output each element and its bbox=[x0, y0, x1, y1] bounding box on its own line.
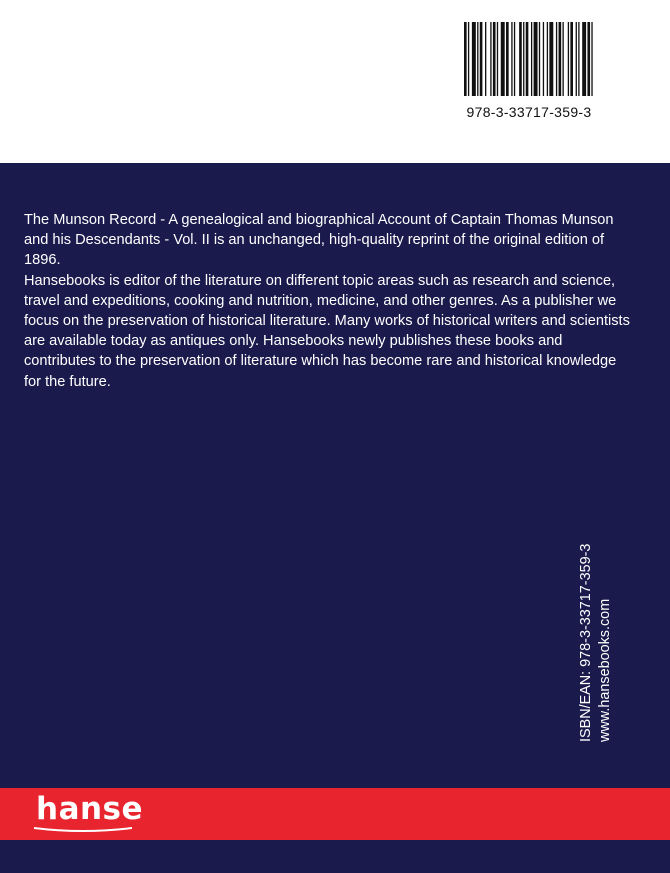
barcode-digits: 978-3-33717-359-3 bbox=[466, 104, 592, 120]
description-paragraph-title: The Munson Record - A genealogical and biographical Account of Captain Thomas Munson and his Descendants - Vol. II is an unchanged, high-quality reprint of the original edition of 1896. bbox=[24, 212, 614, 269]
barcode-image bbox=[464, 22, 594, 96]
logo-swoosh bbox=[34, 826, 132, 832]
description-paragraph-publisher: Hansebooks is editor of the literature on different topic areas such as research and science, travel and expeditions, cooking and nutrition, medicine, and other genres. As a publisher we focus on the preservation of historical literature. Many works of historical writers and scientists are available today as antiques only. Hansebooks newly publishes these books and contributes to the preservation of literature which has become rare and historical knowledge for the future. bbox=[24, 272, 630, 390]
hanse-logo: hanse bbox=[36, 791, 144, 827]
vertical-isbn-block bbox=[577, 544, 614, 742]
barcode-box bbox=[456, 18, 602, 126]
website-text: www.hansebooks.com bbox=[596, 598, 613, 742]
bottom-navy-strip bbox=[0, 840, 670, 873]
book-description bbox=[24, 210, 634, 392]
isbn-text: ISBN/EAN: 978-3-33717-359-3 bbox=[578, 543, 594, 742]
